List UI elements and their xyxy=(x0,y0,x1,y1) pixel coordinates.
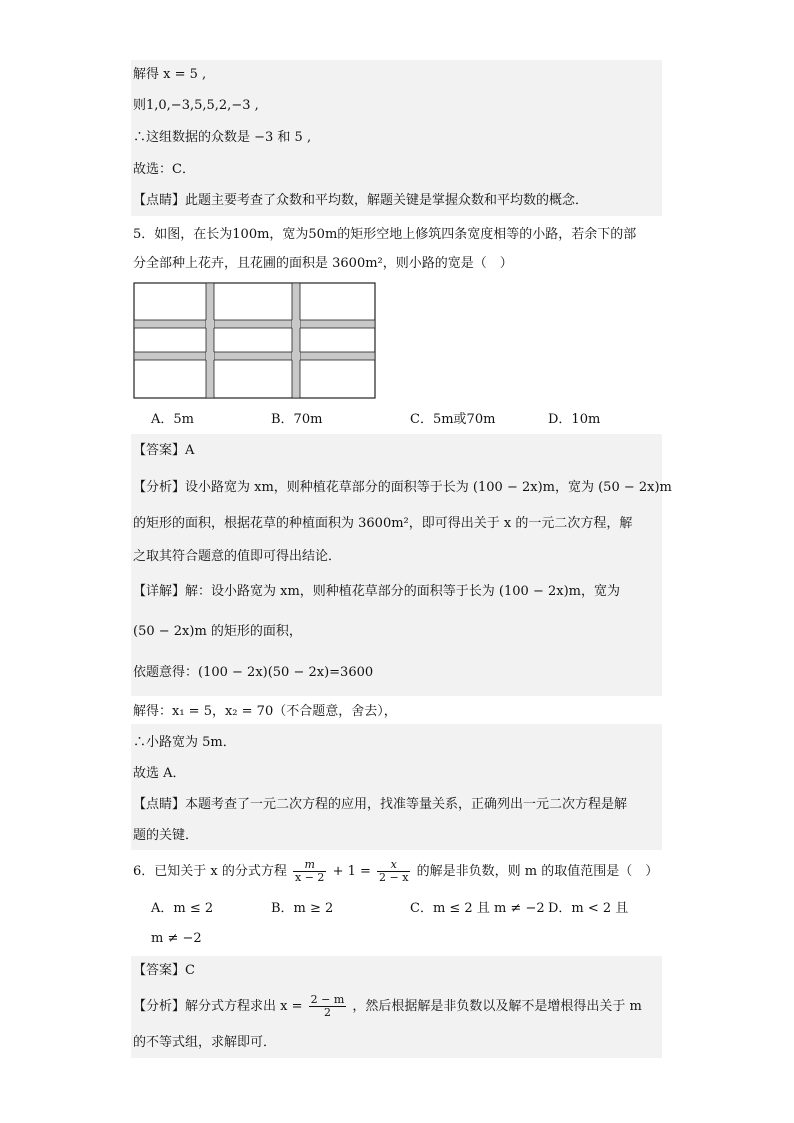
q6-fraction-left xyxy=(293,859,326,884)
q6-stem xyxy=(133,858,658,886)
fraction-denominator: 2 xyxy=(323,1006,331,1019)
prev-solution-line: 故选：C． xyxy=(133,162,195,177)
vertical-path xyxy=(206,283,214,398)
q6-analysis: 的不等式组，求解即可． xyxy=(133,1035,277,1050)
field-rectangle xyxy=(134,283,375,398)
q5-analysis: 之取其符合题意的值即可得出结论． xyxy=(133,549,342,564)
prev-solution-line: ∴这组数据的众数是 −3 和 5 , xyxy=(133,130,312,145)
fraction-denominator: 2 − x xyxy=(379,871,409,884)
q6-answer: 【答案】C xyxy=(133,963,195,978)
q5-option-d: D．10m xyxy=(548,412,601,427)
q5-remark: 【点睛】本题考查了一元二次方程的应用，找准等量关系，正确列出一元二次方程是解 xyxy=(133,797,628,812)
q6-option-a: A．m ≤ 2 xyxy=(151,901,214,916)
q5-analysis: 的矩形的面积，根据花草的种植面积为 3600m²，即可得出关于 x 的一元二次方程，解 xyxy=(133,516,633,531)
q5-detail: 解得：x₁ = 5，x₂ = 70（不合题意，舍去）， xyxy=(133,704,397,719)
q6-stem-start: 6．已知关于 x 的分式方程 xyxy=(133,864,287,879)
path-crossing xyxy=(206,320,214,328)
q5-stem: 5．如图，在长为100m，宽为50m的矩形空地上修筑四条宽度相等的小路，若余下的部 xyxy=(133,227,637,242)
prev-solution-line: 则1,0,−3,5,5,2,−3 , xyxy=(133,98,259,113)
q5-detail: 故选 A． xyxy=(133,766,186,781)
q5-detail: 依题意得：(100 − 2x)(50 − 2x)=3600 xyxy=(133,665,374,680)
q6-option-c: C．m ≤ 2 且 m ≠ −2 xyxy=(410,901,545,916)
q6-analysis-end: ，然后根据解是非负数以及解不是增根得出关于 m xyxy=(352,999,642,1014)
q5-answer: 【答案】A xyxy=(133,443,195,458)
q5-detail: 【详解】解：设小路宽为 xm，则种植花草部分的面积等于长为 (100 − 2x)m，宽为 xyxy=(133,584,620,599)
q5-option-c: C．5m或70m xyxy=(410,412,496,427)
vertical-path xyxy=(292,283,300,398)
q6-stem-mid: + 1 = xyxy=(332,864,371,879)
horizontal-path xyxy=(134,320,375,328)
q6-option-d-continued: m ≠ −2 xyxy=(151,931,202,946)
prev-solution-line: 解得 x = 5 , xyxy=(133,67,207,82)
q6-analysis-start: 【分析】解分式方程求出 x = xyxy=(133,999,303,1014)
q6-fraction-right xyxy=(377,859,410,884)
fraction-numerator: 2 − m xyxy=(310,993,345,1006)
path-crossing xyxy=(292,352,300,360)
q5-option-b: B．70m xyxy=(271,412,323,427)
q5-stem: 分全部种上花卉，且花圃的面积是 3600m²，则小路的宽是（ ） xyxy=(133,256,513,271)
q6-stem-end: 的解是非负数，则 m 的取值范围是（ ） xyxy=(416,864,659,879)
fraction-denominator: x − 2 xyxy=(295,871,325,884)
q6-option-b: B．m ≥ 2 xyxy=(271,901,334,916)
fraction-numerator: x xyxy=(377,859,410,872)
q5-detail: (50 − 2x)m 的矩形的面积， xyxy=(133,624,302,639)
horizontal-path xyxy=(134,352,375,360)
q5-analysis: 【分析】设小路宽为 xm，则种植花草部分的面积等于长为 (100 − 2x)m，宽为 (50 − 2x)m xyxy=(133,480,672,495)
q6-analysis xyxy=(133,993,642,1021)
q6-option-d: D．m < 2 且 xyxy=(548,901,629,916)
q5-detail: ∴小路宽为 5m． xyxy=(133,735,236,750)
q5-remark: 题的关键． xyxy=(133,828,199,843)
path-crossing xyxy=(292,320,300,328)
path-crossing xyxy=(206,352,214,360)
q6-solution-fraction xyxy=(309,994,347,1019)
fraction-numerator: m xyxy=(293,859,326,872)
q5-figure xyxy=(133,282,377,400)
q5-option-a: A．5m xyxy=(151,412,194,427)
highlight-band xyxy=(131,434,662,696)
prev-remark: 【点睛】此题主要考查了众数和平均数，解题关键是掌握众数和平均数的概念． xyxy=(133,193,589,208)
